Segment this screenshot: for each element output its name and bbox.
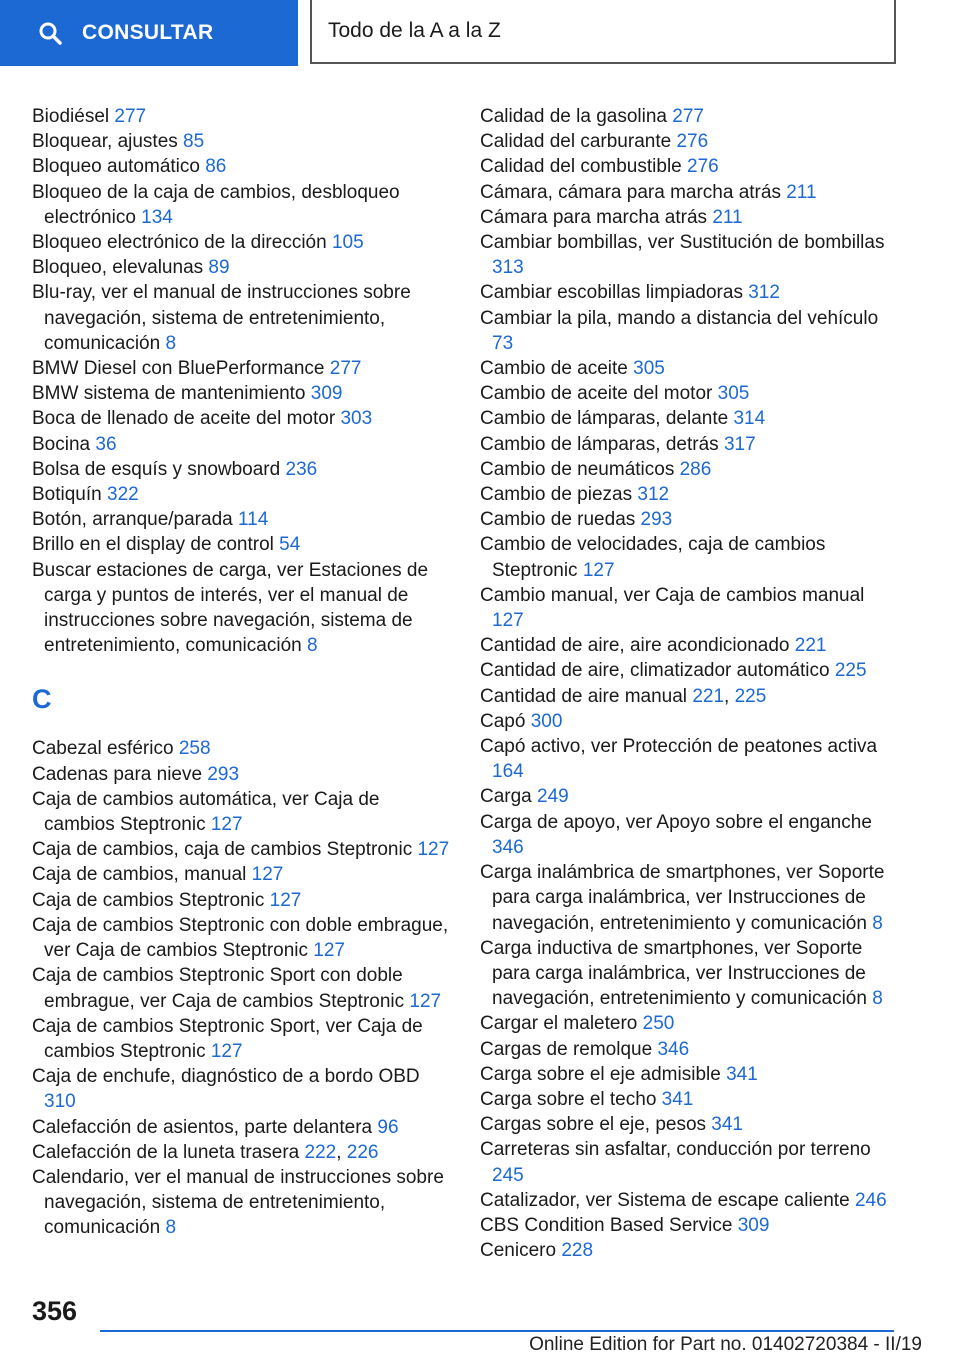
index-entry-text: Catalizador, ver Sistema de escape caliente	[480, 1189, 850, 1211]
index-entry-text: Cantidad de aire, aire acondicionado	[480, 635, 790, 657]
index-entry	[480, 129, 900, 154]
page-reference-link[interactable]: 225	[834, 660, 867, 682]
index-entry	[32, 356, 452, 381]
index-entry-text: Caja de cambios Steptronic Sport, ver Caja de cambios Steptronic	[32, 1015, 423, 1062]
index-entry-text: Carreteras sin asfaltar, conducción por terreno	[480, 1139, 871, 1161]
index-entry-text: Biodiésel	[32, 106, 110, 127]
index-entry	[480, 154, 900, 179]
index-entry	[480, 1087, 900, 1112]
page-reference-link[interactable]: 258	[178, 738, 211, 760]
index-entry	[480, 1011, 900, 1036]
index-entry	[32, 180, 452, 230]
index-entry-text: Cantidad de aire, climatizador automático	[480, 660, 830, 682]
index-entry	[32, 963, 452, 1013]
page-reference-link[interactable]: 309	[737, 1214, 770, 1236]
index-entry-text: Botón, arranque/parada	[32, 509, 233, 531]
index-entry-text: Calefacción de la luneta trasera	[32, 1141, 300, 1163]
index-entry-text: Caja de cambios automática, ver Caja de cambios Steptronic	[32, 788, 380, 836]
page-reference-link[interactable]: 221	[692, 685, 725, 707]
index-entry-text: Bloquear, ajustes	[32, 131, 178, 153]
consult-label: CONSULTAR	[82, 21, 214, 44]
page-reference-link[interactable]: 211	[786, 181, 817, 203]
page-reference-link[interactable]: 54	[279, 534, 301, 556]
index-entry	[480, 356, 900, 381]
page-reference-link[interactable]: 127	[210, 814, 243, 836]
index-entry	[32, 1165, 452, 1241]
page-reference-link[interactable]: 89	[208, 257, 230, 279]
index-entry-text: BMW sistema de mantenimiento	[32, 383, 306, 405]
index-entry-text: Caja de cambios Steptronic	[32, 889, 265, 911]
index-entry-text: Cambio manual, ver Caja de cambios manual	[480, 584, 865, 606]
index-letter-heading: C	[32, 684, 52, 715]
index-entry-text: Blu-ray, ver el manual de instrucciones sobre navegación, sistema de entretenimiento, comunicación	[32, 282, 411, 354]
index-entry-text: CBS Condition Based Service	[480, 1214, 733, 1236]
index-entry	[480, 1037, 900, 1062]
index-entry-text: Capó	[480, 710, 526, 732]
index-entry	[480, 230, 900, 280]
page-reference-link[interactable]: 341	[711, 1114, 743, 1136]
index-entry-text: Cambiar escobillas limpiadoras	[480, 282, 743, 304]
index-entry	[480, 1188, 900, 1213]
index-entry	[480, 1238, 900, 1263]
index-entry	[480, 406, 900, 431]
index-entry	[480, 1213, 900, 1238]
index-entry-text: Cambio de lámparas, delante	[480, 408, 729, 430]
index-entry-text: Bocina	[32, 433, 91, 455]
index-entry-text: Caja de cambios, caja de cambios Steptronic	[32, 839, 413, 861]
index-entry-text: Cantidad de aire manual	[480, 685, 688, 707]
page-reference-link[interactable]: 134	[141, 206, 173, 228]
index-entry-text: Carga	[480, 786, 532, 808]
index-entry-text: Cargar el maletero	[480, 1013, 638, 1035]
index-entry-text: Carga de apoyo, ver Apoyo sobre el enganche	[480, 811, 872, 833]
index-entry-text: Calidad del combustible	[480, 156, 682, 178]
page-reference-link[interactable]: 8	[306, 635, 318, 657]
search-icon	[38, 21, 62, 45]
index-entry-text: Carga sobre el techo	[480, 1088, 657, 1110]
index-entry-text: Cambio de lámparas, detrás	[480, 433, 719, 455]
page-reference-link[interactable]: 114	[238, 509, 269, 531]
index-entry-text: Caja de cambios Steptronic Sport con doble embrague, ver Caja de cambios Steptronic	[32, 965, 405, 1012]
page-reference-link[interactable]: 211	[712, 206, 743, 228]
index-entry-text: Botiquín	[32, 484, 102, 506]
page-reference-link[interactable]: 127	[492, 610, 524, 632]
index-entry	[32, 1064, 452, 1114]
index-entry	[480, 1062, 900, 1087]
index-entry	[480, 784, 900, 809]
page-reference-link[interactable]: 277	[114, 106, 147, 127]
page-reference-link[interactable]: 305	[717, 383, 750, 405]
page-reference-link[interactable]: 276	[676, 131, 709, 153]
page-reference-link[interactable]: 341	[726, 1063, 758, 1085]
page-reference-link[interactable]: 249	[537, 786, 569, 808]
index-entry	[480, 936, 900, 1012]
index-entry: Cantidad de aire manual 221, 225	[480, 685, 767, 707]
page-reference-link[interactable]: 277	[329, 358, 362, 380]
page-reference-link[interactable]: 86	[205, 156, 227, 178]
index-entry-text: Cargas de remolque	[480, 1038, 653, 1060]
index-entry	[480, 104, 900, 129]
index-entry	[32, 406, 452, 431]
index-entry-text: Brillo en el display de control	[32, 534, 274, 556]
page-reference-link[interactable]: 346	[492, 836, 524, 858]
index-entry	[32, 129, 452, 154]
index-entry-text: Calefacción de asientos, parte delantera	[32, 1116, 373, 1138]
index-entry-text: Boca de llenado de aceite del motor	[32, 408, 336, 430]
index-entry-text: Bolsa de esquís y snowboard	[32, 458, 281, 480]
page-reference-link[interactable]: 73	[492, 332, 514, 354]
page-reference-link[interactable]: 8	[872, 912, 883, 934]
page-reference-link[interactable]: 85	[183, 131, 205, 153]
page-reference-link[interactable]: 226	[346, 1141, 379, 1163]
page-reference-link[interactable]: 300	[530, 710, 563, 732]
page-reference-link[interactable]: 127	[409, 990, 442, 1012]
index-entry	[32, 558, 452, 659]
index-entry-text: Cabezal esférico	[32, 738, 174, 760]
page-reference-link[interactable]: 36	[95, 433, 117, 455]
index-entry-text: Calidad de la gasolina	[480, 106, 667, 127]
breadcrumb-label: Todo de la A a la Z	[328, 19, 501, 42]
consult-button[interactable]	[0, 0, 298, 66]
index-entry	[480, 658, 900, 683]
index-entry-text: Calidad del carburante	[480, 131, 672, 153]
index-column-left	[32, 104, 452, 1241]
index-entry	[480, 583, 900, 633]
index-entry-text: Cambiar bombillas, ver Sustitución de bombillas	[480, 232, 885, 254]
index-entry	[32, 1014, 452, 1064]
page-reference-link[interactable]: 105	[331, 232, 364, 254]
index-entry	[32, 432, 452, 457]
page-reference-link[interactable]: 228	[561, 1240, 594, 1262]
index-entry	[480, 1112, 900, 1137]
index-entry-text: Caja de cambios Steptronic con doble embrague, ver Caja de cambios Steptronic	[32, 914, 449, 962]
page-reference-link[interactable]: 276	[687, 156, 719, 178]
index-entry-text: Cambio de aceite	[480, 358, 628, 380]
page-reference-link[interactable]: 164	[492, 761, 524, 783]
page-reference-link[interactable]: 277	[672, 106, 704, 127]
index-entry	[480, 457, 900, 482]
index-entry	[32, 457, 452, 482]
page-reference-link[interactable]: 96	[377, 1116, 399, 1138]
page-reference-link[interactable]: 221	[794, 635, 827, 657]
index-entry	[32, 154, 452, 179]
index-entry-text: Cambiar la pila, mando a distancia del vehículo	[480, 307, 879, 329]
page-reference-link[interactable]: 313	[492, 257, 524, 279]
index-entry	[32, 255, 452, 280]
index-entry	[480, 532, 900, 582]
index-entry	[32, 1115, 452, 1140]
index-entry	[480, 306, 900, 356]
page-reference-link[interactable]: 305	[633, 358, 665, 380]
page-reference-link[interactable]: 317	[723, 433, 756, 455]
index-entry	[480, 1137, 900, 1187]
index-entry	[32, 280, 452, 356]
index-entry	[32, 104, 452, 129]
page-reference-link[interactable]: 293	[207, 763, 240, 785]
page-reference-link[interactable]: 322	[107, 484, 139, 506]
page-reference-link[interactable]: 312	[748, 282, 780, 304]
page-reference-link[interactable]: 8	[872, 988, 883, 1010]
page-reference-link[interactable]: 127	[582, 559, 615, 581]
page-reference-link[interactable]: 245	[492, 1164, 524, 1186]
index-entry-text: BMW Diesel con BluePerformance	[32, 358, 325, 380]
page-reference-link[interactable]: 309	[310, 383, 343, 405]
index-entry-text: Bloqueo, elevalunas	[32, 257, 204, 279]
index-entry	[480, 633, 900, 658]
page-reference-link[interactable]: 341	[661, 1088, 694, 1110]
index-entry-text: Buscar estaciones de carga, ver Estaciones de carga y puntos de interés, ver el manual de instrucciones sobre navegación, sistema de entretenimiento, comunicación	[32, 559, 429, 657]
index-entry-text: Bloqueo electrónico de la dirección	[32, 232, 327, 254]
index-entry-text: Cargas sobre el eje, pesos	[480, 1114, 707, 1136]
index-entry-text: Bloqueo de la caja de cambios, desbloqueo electrónico	[32, 181, 400, 228]
index-entry	[480, 734, 900, 784]
footer-edition: Online Edition for Part no. 01402720384 - II/19	[529, 1334, 922, 1355]
index-entry	[480, 180, 900, 205]
index-entry-text: Carga sobre el eje admisible	[480, 1063, 721, 1085]
index-entry-text: Cambio de piezas	[480, 484, 633, 506]
index-entry	[480, 860, 900, 936]
index-entry	[32, 532, 452, 557]
index-entry-text: Cámara para marcha atrás	[480, 206, 708, 228]
page-reference-link[interactable]: 246	[854, 1189, 887, 1211]
top-bar	[0, 0, 960, 66]
page-reference-link[interactable]: 222	[304, 1141, 337, 1163]
index-entry	[480, 810, 900, 860]
index-entry-text: Carga inductiva de smartphones, ver Soporte para carga inalámbrica, ver Instrucciones de navegación, entretenimiento y comunicación	[480, 937, 867, 1010]
index-entry	[32, 837, 452, 862]
index-entry	[480, 507, 900, 532]
index-entry	[32, 230, 452, 255]
page-reference-link[interactable]: 346	[657, 1038, 690, 1060]
page-reference-link[interactable]: 8	[165, 1217, 177, 1239]
index-entry	[480, 381, 900, 406]
index-entry-text: Cámara, cámara para marcha atrás	[480, 181, 781, 203]
index-entry-text: Cenicero	[480, 1240, 557, 1262]
index-entry-text: Cambio de ruedas	[480, 509, 636, 531]
page-number: 356	[32, 1296, 78, 1326]
breadcrumb[interactable]	[310, 0, 896, 64]
footer-divider	[100, 1330, 894, 1332]
page-reference-link[interactable]: 236	[285, 458, 318, 480]
index-entry-text: Cambio de velocidades, caja de cambios Steptronic	[480, 534, 826, 581]
index-entry	[480, 280, 900, 305]
index-entry	[32, 482, 452, 507]
index-entry	[32, 787, 452, 837]
index-entry: Calefacción de la luneta trasera 222, 226	[32, 1141, 379, 1163]
index-entry-text: Cadenas para nieve	[32, 763, 203, 785]
index-entry	[32, 913, 452, 963]
page-reference-link[interactable]: 312	[637, 484, 670, 506]
index-entry	[32, 381, 452, 406]
index-entry	[32, 507, 452, 532]
page-reference-link[interactable]: 250	[642, 1013, 675, 1035]
page-reference-link[interactable]: 286	[679, 458, 712, 480]
index-entry	[480, 205, 900, 230]
page-reference-link[interactable]: 225	[734, 685, 767, 707]
index-entry-text: Carga inalámbrica de smartphones, ver Soporte para carga inalámbrica, ver Instrucciones de navegación, entretenimiento y comunicación	[480, 862, 885, 934]
page-reference-link[interactable]: 303	[340, 408, 373, 430]
page-reference-link[interactable]: 127	[269, 889, 302, 911]
page-reference-link[interactable]: 127	[210, 1040, 243, 1062]
index-entry-text: Capó activo, ver Protección de peatones activa	[480, 736, 878, 758]
index-entry-text: Caja de cambios, manual	[32, 864, 247, 886]
index-entry	[32, 736, 452, 761]
index-entry	[32, 762, 452, 787]
page-reference-link[interactable]: 293	[640, 509, 673, 531]
index-entry	[480, 482, 900, 507]
page-reference-link[interactable]: 127	[313, 940, 345, 962]
index-entry	[32, 888, 452, 913]
index-entry	[480, 432, 900, 457]
index-entry-text: Calendario, ver el manual de instrucciones sobre navegación, sistema de entretenimiento, comunicación	[32, 1166, 444, 1239]
index-entry	[32, 862, 452, 887]
page-reference-link[interactable]: 127	[417, 839, 450, 861]
page-reference-link[interactable]: 8	[165, 332, 177, 354]
index-entry	[480, 709, 900, 734]
index-entry-text: Bloqueo automático	[32, 156, 200, 178]
index-entry-text: Cambio de aceite del motor	[480, 383, 713, 405]
page-reference-link[interactable]: 314	[733, 408, 766, 430]
index-entry-text: Caja de enchufe, diagnóstico de a bordo OBD	[32, 1066, 420, 1088]
page-reference-link[interactable]: 127	[251, 864, 284, 886]
index-column-right	[480, 104, 900, 1263]
index-entry-text: Cambio de neumáticos	[480, 458, 675, 480]
page-reference-link[interactable]: 310	[44, 1091, 76, 1113]
